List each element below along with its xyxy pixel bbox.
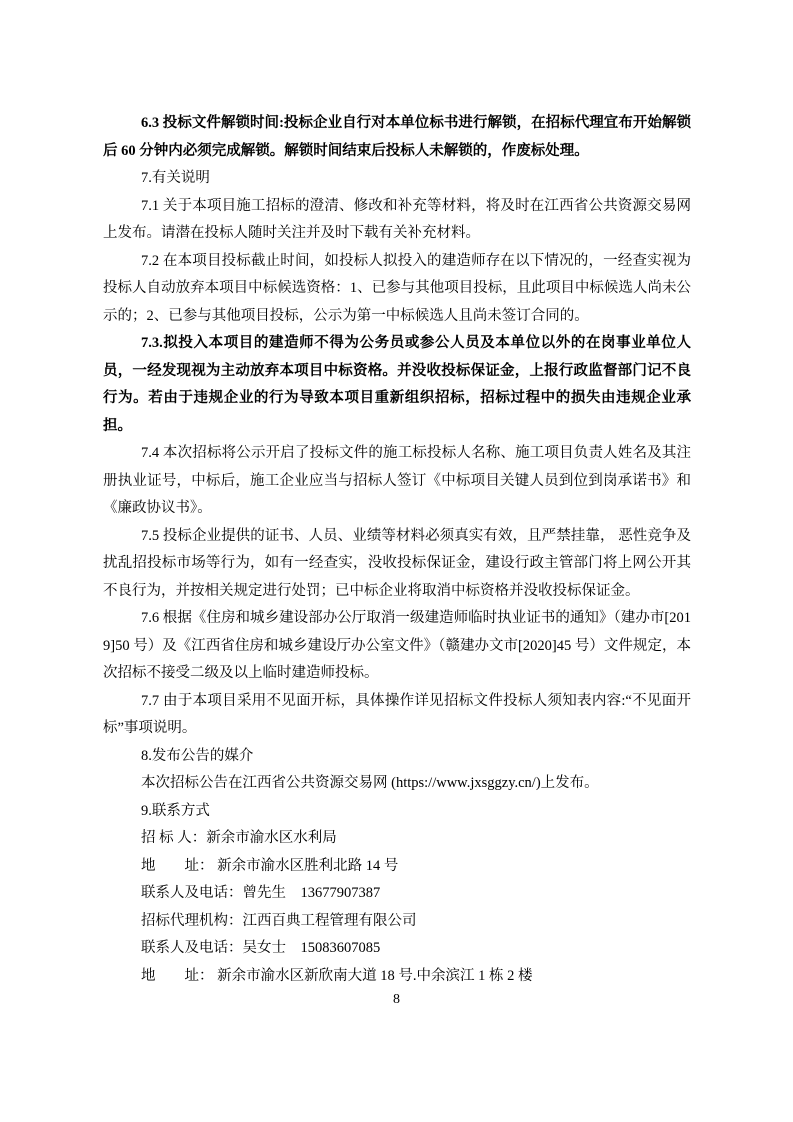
page-number: 8	[393, 992, 400, 1007]
clause-7-4: 7.4 本次招标将公示开启了投标文件的施工标投标人名称、施工项目负责人姓名及其注册执业证号，中标后，施工企业应当与招标人签订《中标项目关键人员到位到岗承诺书》和《廉政协议书》。	[103, 445, 691, 516]
tenderer-contact-line: 联系人及电话：曾先生 13677907387	[141, 885, 381, 901]
agency-address-line: 地 址： 新余市渝水区新欣南大道 18 号.中余滨江 1 栋 2 楼	[141, 967, 533, 984]
clause-7-5: 7.5 投标企业提供的证书、人员、业绩等材料必须真实有效，且严禁挂靠， 恶性竞争及扰乱招投标市场等行为，如有一经查实，没收投标保证金，建设行政主管部门将上网公开其不良行为，并按相关规定进行处罚；已中标企业将取消中标资格并没收投标保证金。	[103, 527, 691, 599]
document-body	[103, 110, 691, 990]
clause-7-2: 7.2 在本项目投标截止时间，如投标人拟投入的建造师存在以下情况的，一经查实视为投标人自动放弃本项目中标候选资格：1、已参与其他项目投标，且此项目中标候选人尚未公示的；2、已参与其他项目投标，公示为第一中标候选人且尚未签订合同的。	[103, 252, 691, 324]
announcement-media-text: 本次招标公告在江西省公共资源交易网 (https://www.jxsggzy.cn/)上发布。	[141, 775, 599, 791]
section-7-heading: 7.有关说明	[141, 170, 210, 186]
section-8-heading: 8.发布公告的媒介	[141, 747, 254, 764]
section-9-heading: 9.联系方式	[141, 802, 210, 819]
clause-7-1: 7.1 关于本项目施工招标的澄清、修改和补充等材料，将及时在江西省公共资源交易网上发布。请潜在投标人随时关注并及时下载有关补充材料。	[103, 197, 691, 241]
tenderer-address-line: 地 址： 新余市渝水区胜利北路 14 号	[141, 857, 399, 874]
tenderer-line: 招 标 人：新余市渝水区水利局	[141, 830, 337, 846]
agency-contact-line: 联系人及电话：吴女士 15083607085	[141, 940, 381, 956]
clause-7-6: 7.6 根据《住房和城乡建设部办公厅取消一级建造师临时执业证书的通知》（建办市[2019]50 号）及《江西省住房和城乡建设厅办公室文件》（赣建办文市[2020]45 号）文件规定，本次招标不接受二级及以上临时建造师投标。	[103, 610, 691, 681]
clause-7-7: 7.7 由于本项目采用不见面开标，具体操作详见招标文件投标人须知表内容:“不见面开标”事项说明。	[103, 692, 691, 736]
agency-line: 招标代理机构：江西百典工程管理有限公司	[141, 912, 417, 929]
clause-7-3: 7.3.拟投入本项目的建造师不得为公务员或参公人员及本单位以外的在岗事业单位人员，一经发现视为主动放弃本项目中标资格。并没收投标保证金，上报行政监督部门记不良行为。若由于违规企业的行为导致本项目重新组织招标，招标过程中的损失由违规企业承担。	[103, 335, 691, 434]
clause-6-3-unlock-time: 6.3 投标文件解锁时间:投标企业自行对本单位标书进行解锁，在招标代理宜布开始解锁后 60 分钟内必须完成解锁。解锁时间结束后投标人未解锁的，作废标处理。	[103, 115, 691, 159]
